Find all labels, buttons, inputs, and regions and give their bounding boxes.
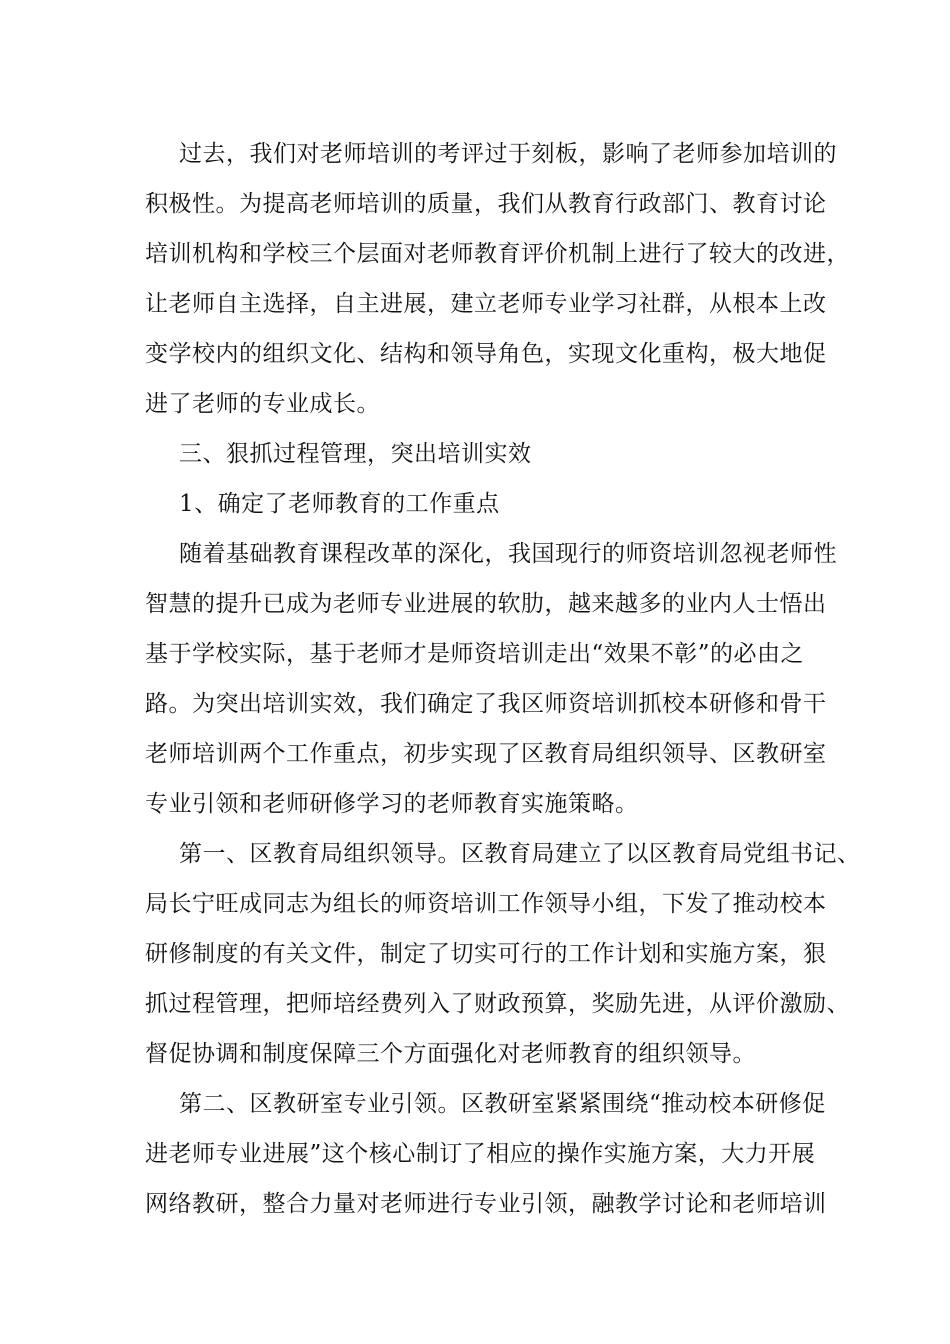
paragraph: [145, 1079, 827, 1229]
text-line: 网络教研，整合力量对老师进行专业引领，融教学讨论和老师培训: [145, 1191, 827, 1217]
text-line: 1、确定了老师教育的工作重点: [179, 491, 500, 517]
paragraph: [145, 829, 861, 1079]
text-line: 进了老师的专业成长。: [145, 391, 380, 417]
text-line: 过去，我们对老师培训的考评过于刻板，影响了老师参加培训的: [179, 141, 837, 167]
text-line: 让老师自主选择，自主进展，建立老师专业学习社群，从根本上改: [145, 291, 827, 317]
document-body: [145, 129, 861, 1229]
paragraph: [145, 529, 837, 829]
text-line: 第二、区教研室专业引领。区教研室紧紧围绕“推动校本研修促: [179, 1091, 826, 1117]
text-line: 研修制度的有关文件，制定了切实可行的工作计划和实施方案，狠: [145, 941, 827, 967]
text-line: 路。为突出培训实效，我们确定了我区师资培训抓校本研修和骨干: [145, 691, 827, 717]
text-line: 局长宁旺成同志为组长的师资培训工作领导小组，下发了推动校本: [145, 891, 827, 917]
text-line: 老师培训两个工作重点，初步实现了区教育局组织领导、区教研室: [145, 741, 827, 767]
text-line: 随着基础教育课程改革的深化，我国现行的师资培训忽视老师性: [179, 541, 837, 567]
text-line: 三、狠抓过程管理，突出培训实效: [179, 441, 532, 467]
text-line: 督促协调和制度保障三个方面强化对老师教育的组织领导。: [145, 1041, 756, 1067]
text-line: 专业引领和老师研修学习的老师教育实施策略。: [145, 791, 639, 817]
text-line: 抓过程管理，把师培经费列入了财政预算，奖励先进，从评价激励、: [145, 991, 850, 1017]
text-line: 智慧的提升已成为老师专业进展的软肋，越来越多的业内人士悟出: [145, 591, 827, 617]
text-line: 变学校内的组织文化、结构和领导角色，实现文化重构，极大地促: [145, 341, 827, 367]
text-line: 基于学校实际，基于老师才是师资培训走出“效果不彰”的必由之: [145, 641, 805, 667]
text-line: 进老师专业进展”这个核心制订了相应的操作实施方案，大力开展: [145, 1141, 816, 1167]
text-line: 积极性。为提高老师培训的质量，我们从教育行政部门、教育讨论: [145, 191, 827, 217]
subsection-heading: [145, 479, 815, 529]
text-line: 第一、区教育局组织领导。区教育局建立了以区教育局党组书记、: [179, 841, 861, 867]
paragraph: [145, 129, 850, 429]
section-heading: [145, 429, 815, 479]
text-line: 培训机构和学校三个层面对老师教育评价机制上进行了较大的改进，: [145, 241, 850, 267]
